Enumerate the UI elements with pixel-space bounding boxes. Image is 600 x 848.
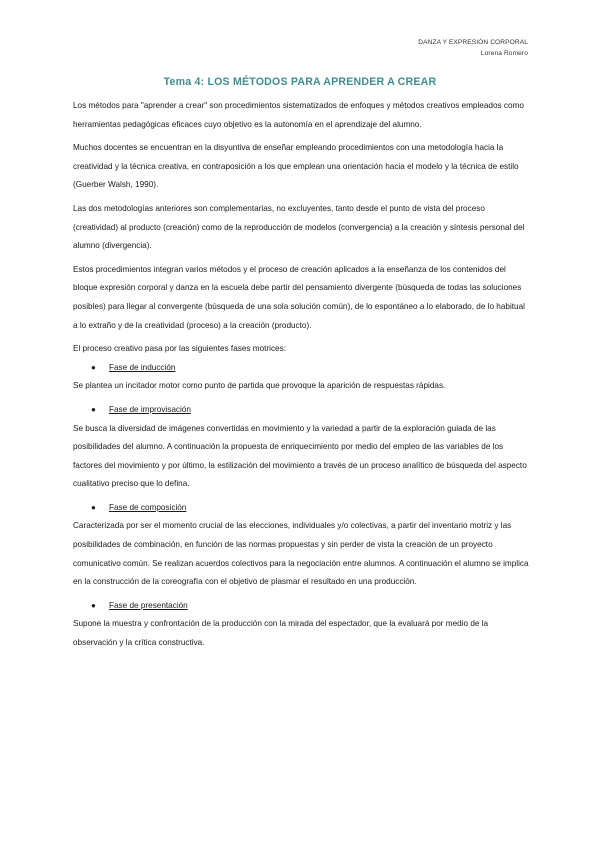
phase-text-induction: Se plantea un incitador motor como punto de partida que provoque la aparición de respuestas rápidas. — [73, 381, 446, 391]
paragraph-complementary: Las dos metodologías anteriores son complementarias, no excluyentes, tanto desde el punto de vista del proceso (creatividad) al producto (creación) como de la reproducción de modelos (convergencia) a la creación y síntesis personal del alumno (divergencia). — [73, 203, 525, 251]
phase-text-presentation: Supone la muestra y confrontación de la producción con la mirada del espectador, que la evaluará por medio de la observación y la crítica constructiva. — [73, 619, 489, 648]
document-title: Tema 4: LOS MÉTODOS PARA APRENDER A CREAR — [163, 76, 437, 88]
phase-heading-presentation — [73, 597, 529, 616]
phase-label: Fase de presentación — [109, 600, 188, 610]
document-body — [73, 97, 529, 658]
phase-heading-composition — [73, 499, 529, 518]
phase-text-improvisation: Se busca la diversidad de imágenes convertidas en movimiento y la variedad a partir de la exploración guiada de las posibilidades del alumno. A continuación la propuesta de enriquecimiento por medio del empleo de las variables de los factores del movimiento y por último, la estilización del movimiento a través de un proceso analítico de búsqueda del aspecto cualitativo preciso que lo defina. — [73, 423, 527, 489]
paragraph-intro: Los métodos para "aprender a crear" son procedimientos sistematizados de enfoques y métodos creativos empleados como herramientas pedagógicas eficaces cuyo objetivo es la autonomía en el aprendizaje del alumno. — [73, 101, 524, 129]
page-header — [418, 37, 528, 59]
phase-label: Fase de composición — [109, 502, 187, 512]
bullet-icon: ● — [91, 600, 96, 610]
bullet-icon: ● — [91, 404, 96, 414]
paragraph-phases-intro: El proceso creativo pasa por las siguientes fases motrices: — [73, 344, 286, 354]
bullet-icon: ● — [91, 502, 96, 512]
paragraph-procedures: Estos procedimientos integran varios métodos y el proceso de creación aplicados a la enseñanza de los contenidos del bloque expresión corporal y danza en la escuela debe partir del pensamiento divergente (búsqueda de todas las soluciones posibles) para llegar al convergente (búsqueda de una sola solución común), de lo espontáneo a lo elaborado, de lo habitual a lo extraño y de la creatividad (proceso) a la creación (producto). — [73, 264, 525, 330]
bullet-icon: ● — [91, 362, 96, 372]
paragraph-dilemma: Muchos docentes se encuentran en la disyuntiva de enseñar empleando procedimientos con una metodología hacia la creatividad y la técnica creativa, en contraposición a los que emplean una orientación hacia el modelo y la técnica de estilo (Guerber Walsh, 1990). — [73, 143, 519, 190]
phase-heading-improvisation — [73, 401, 529, 420]
header-course: DANZA Y EXPRESIÓN CORPORAL — [418, 39, 528, 46]
phase-label: Fase de inducción — [109, 362, 176, 372]
phase-text-composition: Caracterizada por ser el momento crucial de las elecciones, individuales y/o colectivas, a partir del inventario motriz y las posibilidades de combinación, en función de las normas propuestas y sin perder de vista la creación de un proyecto comunicativo común. Se realizan acuerdos colectivos para la negociación entre alumnos. A continuación el alumno se implica en la construcción de la coreografía con el objetivo de plasmar el resultado en una producción. — [73, 521, 529, 587]
phase-label: Fase de improvisación — [109, 404, 191, 414]
header-author: Lorena Romero — [480, 50, 528, 57]
phase-heading-induction — [73, 359, 529, 378]
